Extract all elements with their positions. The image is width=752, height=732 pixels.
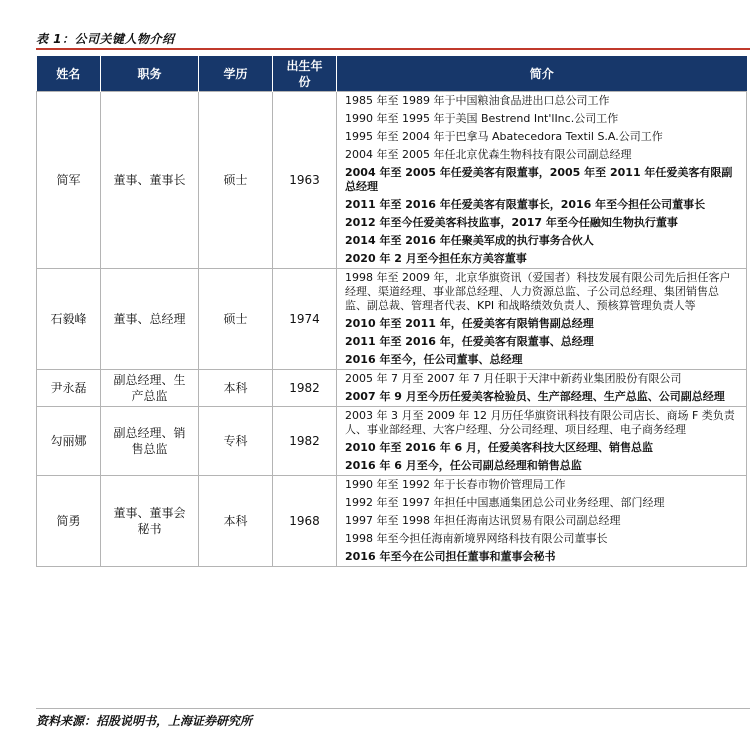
- table-row: [37, 92, 747, 269]
- cell-position: [101, 407, 199, 476]
- cell-birth-year: [273, 370, 337, 407]
- table-row: [37, 407, 747, 476]
- cell-birth-year-text: 1963: [289, 173, 320, 187]
- bio-line: 2016 年 6 月至今，任公司副总经理和销售总监: [345, 459, 582, 472]
- bio-line: 2011 年至 2016 年任爱美客有限董事长，2016 年至今担任公司董事长: [345, 198, 706, 211]
- bio-line: 2010 年至 2016 年 6 月，任爱美客科技大区经理、销售总监: [345, 441, 654, 454]
- bio-line: 2014 年至 2016 年任聚美军成的执行事务合伙人: [345, 234, 594, 247]
- cell-bio: [337, 476, 747, 567]
- header-position: 职务: [101, 56, 199, 92]
- cell-position-text: 副总经理、生产总监: [113, 373, 186, 403]
- title-divider: [36, 48, 750, 50]
- cell-position: [101, 92, 199, 269]
- table-row: [37, 269, 747, 370]
- header-name: 姓名: [37, 56, 101, 92]
- cell-position-text: 董事、总经理: [113, 312, 186, 326]
- cell-bio: [337, 269, 747, 370]
- cell-birth-year-text: 1974: [289, 312, 320, 326]
- table-title: 表 1：公司关键人物介绍: [36, 32, 175, 46]
- bio-line: 1990 年至 1995 年于美国 Bestrend Int'lInc.公司工作: [345, 112, 619, 125]
- cell-position-text: 董事、董事长: [113, 173, 186, 187]
- bio-line: 2005 年 7 月至 2007 年 7 月任职于天津中新药业集团股份有限公司: [345, 372, 682, 385]
- cell-position-text: 董事、董事会秘书: [113, 506, 186, 536]
- cell-education: [199, 92, 273, 269]
- table-row: [37, 476, 747, 567]
- cell-name-text: 简军: [56, 173, 81, 187]
- bio-line: 2016 年至今在公司担任董事和董事会秘书: [345, 550, 556, 563]
- cell-education: [199, 476, 273, 567]
- cell-education: [199, 407, 273, 476]
- table-header-row: [37, 56, 747, 92]
- cell-name-text: 勾丽娜: [50, 434, 87, 448]
- cell-education-text: 硕士: [223, 173, 248, 187]
- cell-birth-year-text: 1968: [289, 514, 320, 528]
- cell-birth-year: [273, 92, 337, 269]
- bio-line: 1997 年至 1998 年担任海南达讯贸易有限公司副总经理: [345, 514, 621, 527]
- cell-bio: [337, 407, 747, 476]
- cell-position-text: 副总经理、销售总监: [113, 426, 186, 456]
- bio-line: 2010 年至 2011 年，任爱美客有限销售副总经理: [345, 317, 594, 330]
- bio-line: 2004 年至 2005 年任北京优森生物科技有限公司副总经理: [345, 148, 632, 161]
- cell-name-text: 石毅峰: [50, 312, 87, 326]
- cell-birth-year-text: 1982: [289, 381, 320, 395]
- bio-line: 2016 年至今，任公司董事、总经理: [345, 353, 523, 366]
- cell-education-text: 专科: [223, 434, 248, 448]
- bio-line: 2003 年 3 月至 2009 年 12 月历任华旗资讯科技有限公司店长、商场 F 类负责人、事业部经理、大客户经理、分公司经理、项目经理、电子商务经理: [345, 409, 735, 436]
- cell-birth-year: [273, 476, 337, 567]
- bio-line: 2011 年至 2016 年，任爱美客有限董事、总经理: [345, 335, 594, 348]
- cell-bio: [337, 370, 747, 407]
- cell-education: [199, 269, 273, 370]
- bio-line: 1998 年至 2009 年，北京华旗资讯（爱国者）科技发展有限公司先后担任客户经理、渠道经理、事业部总经理、人力资源总监、子公司总经理、集团销售总监、副总裁、管理者代表、KPI 和战略绩效负责人、预核算管理负责人等: [345, 271, 731, 312]
- cell-position: [101, 370, 199, 407]
- cell-birth-year: [273, 269, 337, 370]
- header-birth-year: [273, 56, 337, 92]
- header-education: 学历: [199, 56, 273, 92]
- cell-education-text: 本科: [223, 381, 248, 395]
- cell-name: [37, 269, 101, 370]
- bio-line: 1995 年至 2004 年于巴拿马 Abatecedora Textil S.A.公司工作: [345, 130, 663, 143]
- bio-line: 1985 年至 1989 年于中国粮油食品进出口总公司工作: [345, 94, 610, 107]
- cell-position: [101, 476, 199, 567]
- cell-birth-year: [273, 407, 337, 476]
- key-people-table: [36, 56, 747, 567]
- cell-name: [37, 407, 101, 476]
- bio-line: 2004 年至 2005 年任爱美客有限董事，2005 年至 2011 年任爱美客有限副总经理: [345, 166, 733, 193]
- bio-line: 2007 年 9 月至今历任爱美客检验员、生产部经理、生产总监、公司副总经理: [345, 390, 725, 403]
- cell-position: [101, 269, 199, 370]
- bio-line: 1990 年至 1992 年于长春市物价管理局工作: [345, 478, 566, 491]
- bio-line: 1992 年至 1997 年担任中国惠通集团总公司业务经理、部门经理: [345, 496, 665, 509]
- cell-education-text: 本科: [223, 514, 248, 528]
- cell-education-text: 硕士: [223, 312, 248, 326]
- bio-line: 2020 年 2 月至今担任东方美容董事: [345, 252, 527, 265]
- header-bio: 简介: [337, 56, 747, 92]
- cell-bio: [337, 92, 747, 269]
- cell-name: [37, 476, 101, 567]
- bio-line: 2012 年至今任爱美客科技监事，2017 年至今任融知生物执行董事: [345, 216, 678, 229]
- bottom-divider: [36, 708, 750, 709]
- cell-education: [199, 370, 273, 407]
- cell-name: [37, 370, 101, 407]
- header-birth-year-label: 出生年份: [286, 58, 323, 89]
- source-note: 资料来源：招股说明书，上海证券研究所: [36, 714, 253, 728]
- table-body: [37, 92, 747, 567]
- table-row: [37, 370, 747, 407]
- cell-name-text: 尹永磊: [50, 381, 87, 395]
- cell-name: [37, 92, 101, 269]
- cell-name-text: 简勇: [56, 514, 81, 528]
- bio-line: 1998 年至今担任海南新境界网络科技有限公司董事长: [345, 532, 608, 545]
- cell-birth-year-text: 1982: [289, 434, 320, 448]
